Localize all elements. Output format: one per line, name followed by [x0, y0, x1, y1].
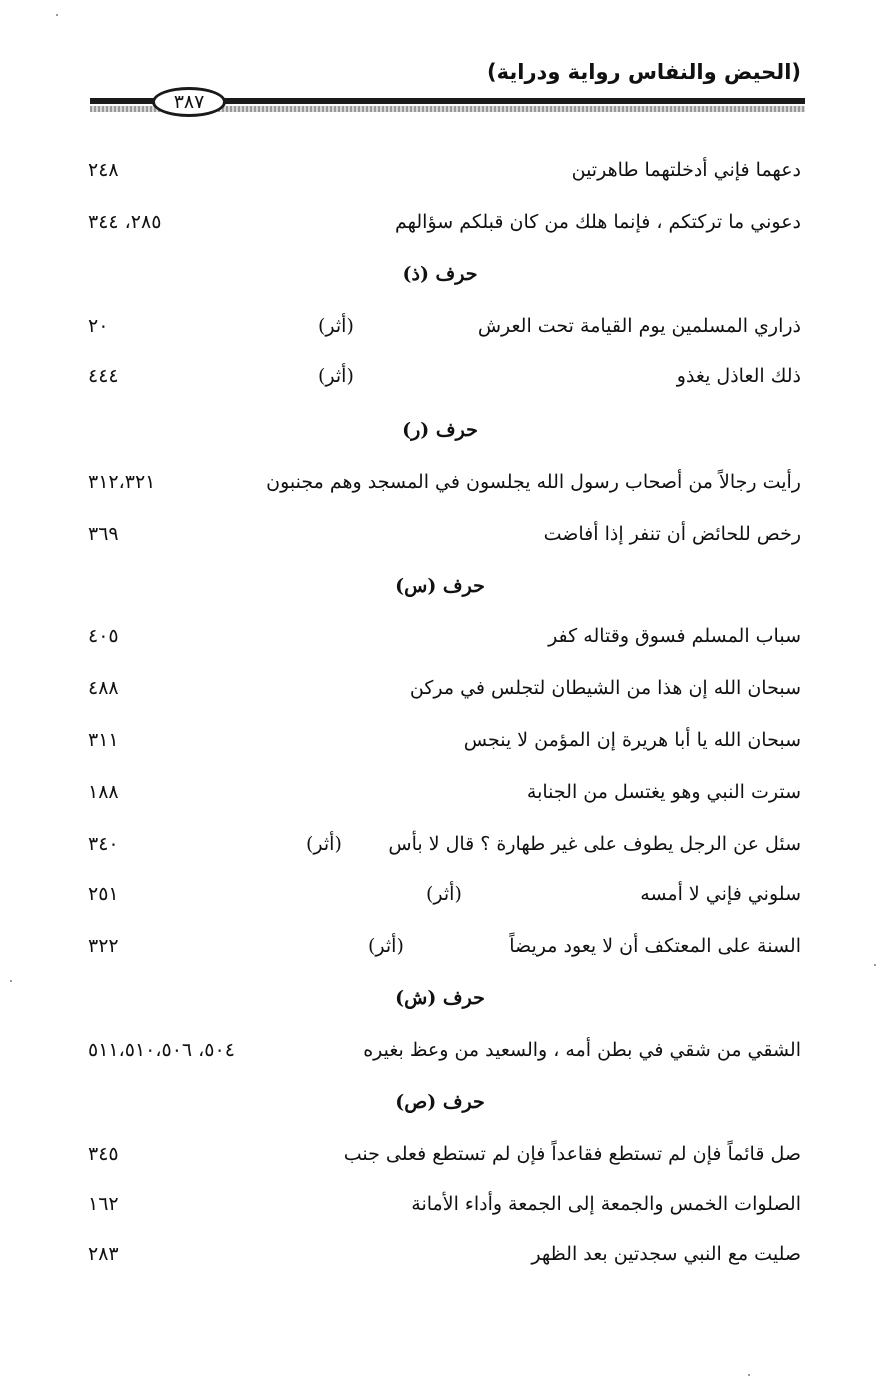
- entry-page: ٣٤٥: [88, 1143, 119, 1165]
- index-entry: [0, 616, 879, 656]
- index-entry: [0, 202, 879, 242]
- entry-text: الصلوات الخمس والجمعة إلى الجمعة وأداء الأمانة: [411, 1193, 801, 1215]
- entry-text: سبحان الله إن هذا من الشيطان لتجلس في مركن: [409, 677, 801, 699]
- entry-page: ٢٠: [88, 315, 109, 337]
- entry-page: ٤٠٥: [88, 625, 119, 647]
- entry-page: ٣١٢،٣٢١: [88, 471, 156, 493]
- entry-page: ٣٤٠: [88, 833, 119, 855]
- entry-text: الشقي من شقي في بطن أمه ، والسعيد من وعظ بغيره: [363, 1039, 801, 1061]
- section-heading: حرف (ر): [402, 419, 478, 441]
- entry-text: سبحان الله يا أبا هريرة إن المؤمن لا ينجس: [463, 729, 801, 751]
- entry-text: صل قائماً فإن لم تستطع فقاعداً فإن لم تستطع فعلى جنب: [343, 1143, 801, 1165]
- entry-page: ٣٢٢: [88, 935, 119, 957]
- entry-text: سلوني فإني لا أمسه: [640, 883, 801, 905]
- section-heading: حرف (س): [395, 575, 485, 597]
- index-entry: [0, 720, 879, 760]
- index-entry: [0, 1234, 879, 1274]
- index-entry: [0, 514, 879, 554]
- athar-tag: (أثر): [306, 833, 342, 855]
- scan-speck: [10, 980, 12, 982]
- entry-page: ٤٤٤: [88, 365, 119, 387]
- entry-text: سباب المسلم فسوق وقتاله كفر: [548, 625, 801, 647]
- index-entry: [0, 926, 879, 966]
- entry-page: ٢٨٥، ٣٤٤: [88, 211, 162, 233]
- scan-speck: [874, 964, 876, 966]
- index-entry: [0, 1134, 879, 1174]
- page-number-badge: ٣٨٧: [152, 87, 226, 117]
- index-entry: [0, 150, 879, 190]
- entry-page: ٢٤٨: [88, 159, 119, 181]
- index-entry: [0, 874, 879, 914]
- index-entry: [0, 668, 879, 708]
- index-entry: [0, 1184, 879, 1224]
- entry-text: صليت مع النبي سجدتين بعد الظهر: [531, 1243, 801, 1265]
- entry-page: ٤٨٨: [88, 677, 119, 699]
- entry-text: دعوني ما تركتكم ، فإنما هلك من كان قبلكم سؤالهم: [394, 211, 801, 233]
- index-entry: [0, 1030, 879, 1070]
- entry-page: ١٨٨: [88, 781, 119, 803]
- entry-text: رخص للحائض أن تنفر إذا أفاضت: [543, 523, 801, 545]
- entry-page: ٢٥١: [88, 883, 119, 905]
- index-entry: [0, 356, 879, 396]
- athar-tag: (أثر): [368, 935, 404, 957]
- entry-text: السنة على المعتكف أن لا يعود مريضاً: [509, 935, 801, 957]
- athar-tag: (أثر): [426, 883, 462, 905]
- athar-tag: (أثر): [318, 365, 354, 387]
- entry-text: رأيت رجالاً من أصحاب رسول الله يجلسون في المسجد وهم مجنبون: [266, 471, 801, 493]
- index-entry: [0, 306, 879, 346]
- scan-speck: [748, 1374, 750, 1376]
- entry-page: ١٦٢: [88, 1193, 119, 1215]
- athar-tag: (أثر): [318, 315, 354, 337]
- section-heading: حرف (ص): [395, 1091, 485, 1113]
- entry-page: ٥٠٤، ٥١١،٥١٠،٥٠٦: [88, 1039, 235, 1061]
- index-entry: [0, 824, 879, 864]
- scan-speck: [56, 14, 58, 16]
- entry-text: سترت النبي وهو يغتسل من الجنابة: [526, 781, 801, 803]
- entry-page: ٣٦٩: [88, 523, 119, 545]
- entry-page: ٢٨٣: [88, 1243, 119, 1265]
- section-heading: حرف (ذ): [402, 263, 478, 285]
- index-entry: [0, 772, 879, 812]
- entry-text: ذلك العاذل يغذو: [676, 365, 801, 387]
- entry-text: ذراري المسلمين يوم القيامة تحت العرش: [477, 315, 801, 337]
- index-entry: [0, 462, 879, 502]
- section-heading: حرف (ش): [395, 987, 485, 1009]
- entry-text: سئل عن الرجل يطوف على غير طهارة ؟ قال لا بأس: [388, 833, 801, 855]
- book-title: (الحيض والنفاس رواية ودراية): [487, 60, 801, 84]
- entry-text: دعهما فإني أدخلتهما طاهرتين: [571, 159, 801, 181]
- entry-page: ٣١١: [88, 729, 119, 751]
